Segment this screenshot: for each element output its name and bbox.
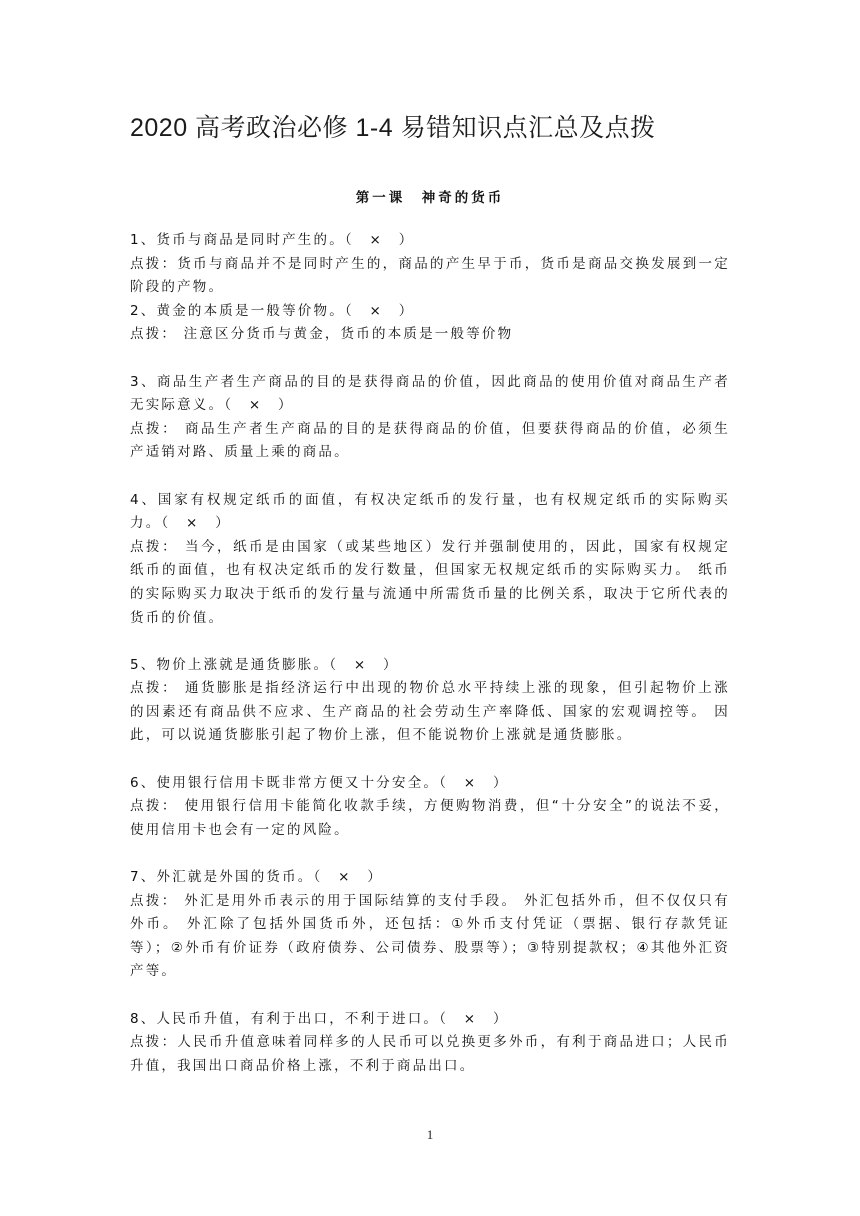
question-statement: 4、国家有权规定纸币的面值，有权决定纸币的发行量，也有权规定纸币的实际购买力。（ × ） <box>130 491 730 532</box>
question-item-1 <box>130 229 730 300</box>
question-list <box>130 229 730 1102</box>
question-hint: 点拨： 商品生产者生产商品的目的是获得商品的价值，但要获得商品的价值，必须生产适销对路、质量上乘的商品。 <box>130 420 730 461</box>
question-statement: 8、人民币升值，有利于出口，不利于进口。（ × ） <box>130 1010 509 1027</box>
question-hint: 点拨：货币与商品并不是同时产生的，商品的产生早于币，货币是商品交换发展到一定阶段的产物。 <box>130 255 730 296</box>
question-hint: 点拨： 当今，纸币是由国家（或某些地区）发行并强制使用的，因此，国家有权规定纸币的面值，也有权决定纸币的发行数量，但国家无权规定纸币的实际购买力。 纸币的实际购买力取决于纸币的发行量与流通中所需货币量的比例关系，取决于它所代表的货币的价值。 <box>130 538 730 626</box>
question-item-4 <box>130 489 730 631</box>
question-hint: 点拨： 注意区分货币与黄金，货币的本质是一般等价物 <box>130 326 514 343</box>
question-hint: 点拨： 通货膨胀是指经济运行中出现的物价总水平持续上涨的现象，但引起物价上涨的因素还有商品供不应求、生产商品的社会劳动生产率降低、国家的宏观调控等。 因此，可以说通货膨胀引起了物价上涨，但不能说物价上涨就是通货膨胀。 <box>130 680 730 744</box>
question-hint: 点拨： 使用银行信用卡能简化收款手续，方便购物消费，但“十分安全”的说法不妥，使用信用卡也会有一定的风险。 <box>130 798 730 838</box>
question-statement: 3、商品生产者生产商品的目的是获得商品的价值，因此商品的使用价值对商品生产者无实际意义。（ × ） <box>130 373 730 414</box>
question-item-8 <box>130 1008 730 1079</box>
document-title: 2020 高考政治必修 1-4 易错知识点汇总及点拨 <box>130 114 656 142</box>
question-hint: 点拨： 外汇是用外币表示的用于国际结算的支付手段。 外汇包括外币，但不仅仅只有外币。 外汇除了包括外国货币外，还包括：①外币支付凭证（票据、银行存款凭证等）；②外币有价证券（政府债券、公司债券、股票等）；③特别提款权；④其他外汇资产等。 <box>130 892 730 980</box>
question-statement: 2、黄金的本质是一般等价物。（ × ） <box>130 302 415 319</box>
question-hint: 点拨：人民币升值意味着同样多的人民币可以兑换更多外币，有利于商品进口；人民币升值，我国出口商品价格上涨，不利于商品出口。 <box>130 1034 730 1074</box>
question-item-3 <box>130 371 730 465</box>
question-item-2 <box>130 300 730 347</box>
question-statement: 1、货币与商品是同时产生的。（ × ） <box>130 232 415 248</box>
page-number: 1 <box>426 1127 434 1142</box>
question-statement: 5、物价上涨就是通货膨胀。（ × ） <box>130 656 399 673</box>
section-title: 第一课 神奇的货币 <box>355 190 505 206</box>
question-item-5 <box>130 654 730 748</box>
question-item-6 <box>130 772 730 843</box>
question-statement: 6、使用银行信用卡既非常方便又十分安全。（ × ） <box>130 774 509 791</box>
question-statement: 7、外汇就是外国的货币。（ × ） <box>130 869 384 886</box>
question-item-7 <box>130 866 730 984</box>
